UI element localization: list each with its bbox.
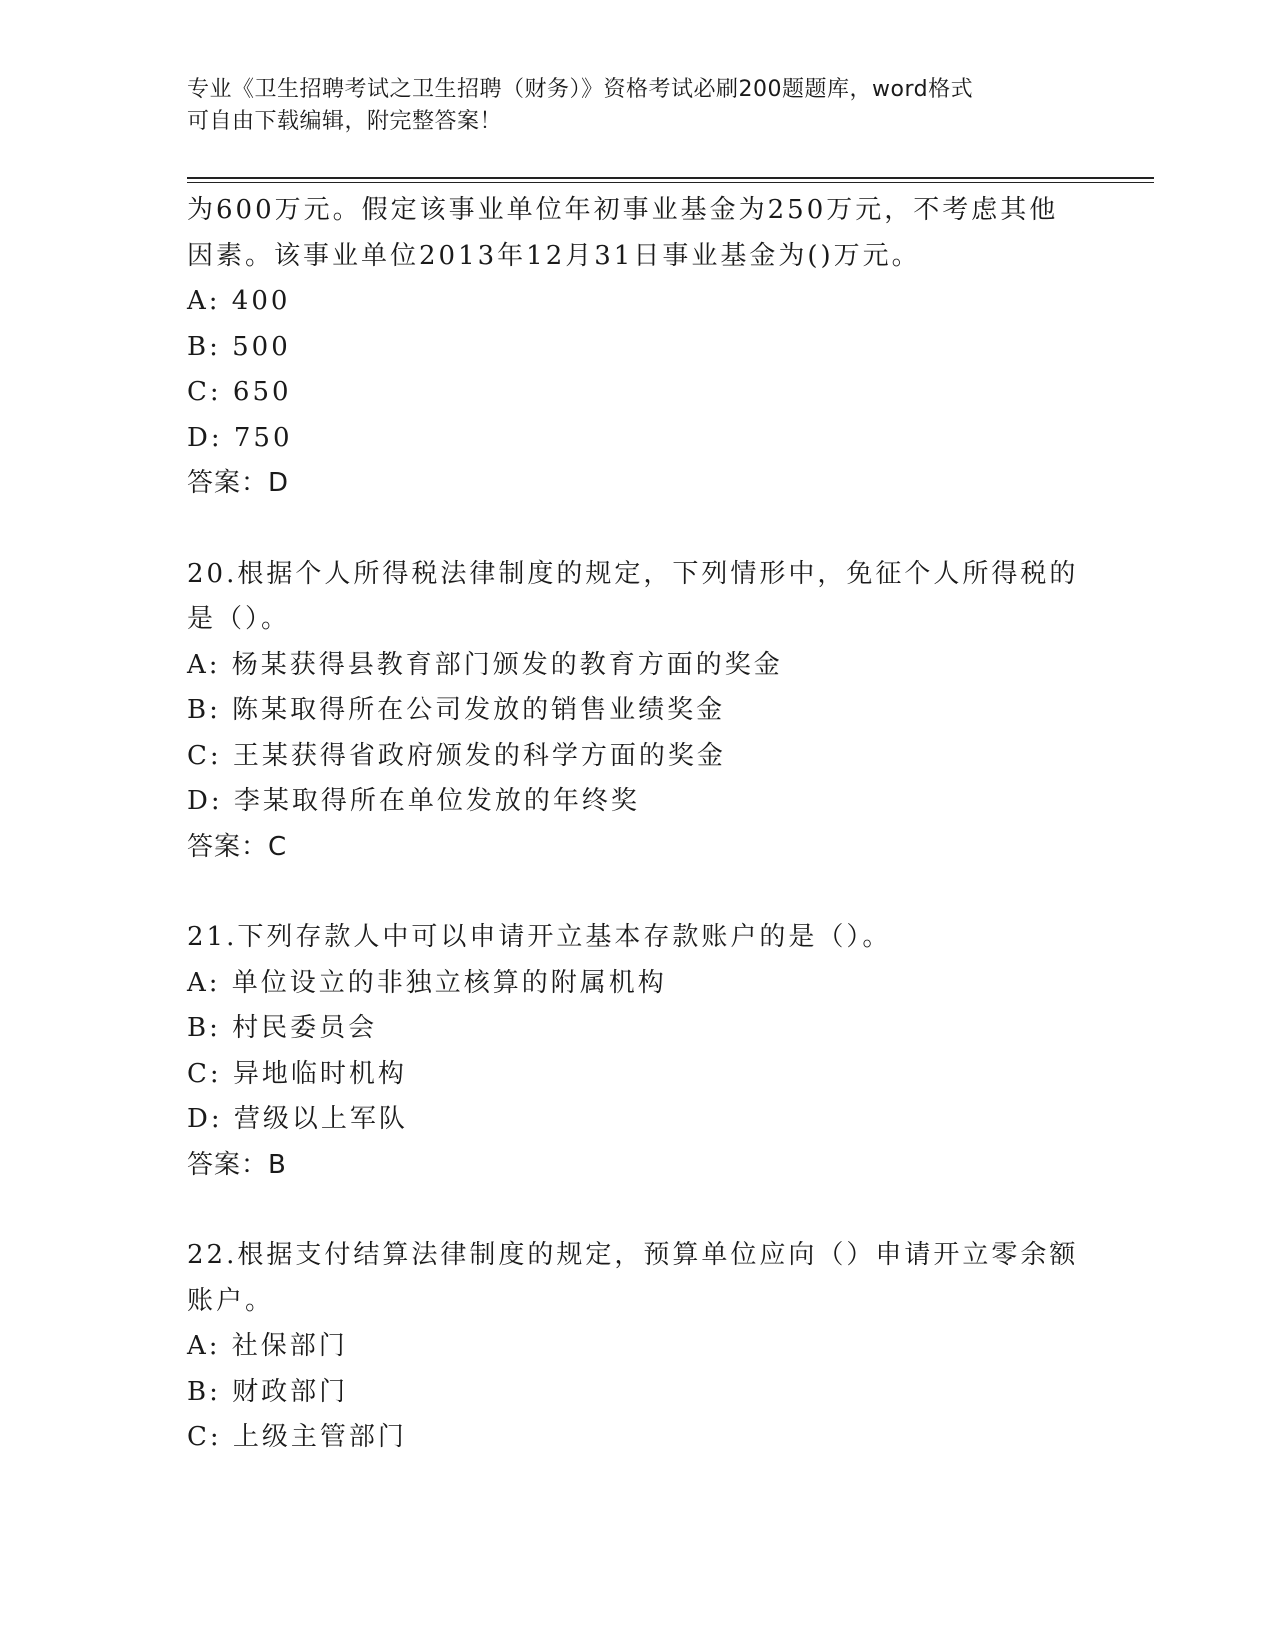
question-22 <box>187 1233 1087 1461</box>
option-c: C: 650 <box>187 377 292 407</box>
option-b: B: 500 <box>187 331 291 362</box>
question-stem-line: 20.根据个人所得税法律制度的规定，下列情形中，免征个人所得税的 <box>187 558 1079 589</box>
option-b: B: 财政部门 <box>187 1376 349 1407</box>
option-a: A: 杨某获得县教育部门颁发的教育方面的奖金 <box>187 649 783 680</box>
option-c: C: 上级主管部门 <box>187 1422 407 1452</box>
question-stem-line: 因素。该事业单位2013年12月31日事业基金为()万元。 <box>187 240 921 271</box>
question-spacer <box>187 870 1087 915</box>
header-title-line-2: 可自由下载编辑，附完整答案！ <box>187 109 503 134</box>
question-stem-line: 21.下列存款人中可以申请开立基本存款账户的是（）。 <box>187 922 892 952</box>
option-c: C: 王某获得省政府颁发的科学方面的奖金 <box>187 740 726 771</box>
question-stem-line: 是（）。 <box>187 604 291 634</box>
question-list <box>187 188 1087 1461</box>
answer-line: 答案：D <box>187 468 290 498</box>
question-19 <box>187 188 1087 507</box>
option-d: D: 营级以上军队 <box>187 1104 408 1134</box>
question-20 <box>187 552 1087 871</box>
question-stem-line: 为600万元。假定该事业单位年初事业基金为250万元，不考虑其他 <box>187 195 1059 225</box>
question-spacer <box>187 1188 1087 1233</box>
header-divider-thick <box>187 177 1154 179</box>
option-a: A: 400 <box>187 286 291 316</box>
question-stem-line: 账户。 <box>187 1285 275 1316</box>
option-b: B: 陈某取得所在公司发放的销售业绩奖金 <box>187 695 726 725</box>
question-21 <box>187 915 1087 1188</box>
option-a: A: 单位设立的非独立核算的附属机构 <box>187 967 667 998</box>
option-d: D: 750 <box>187 422 293 453</box>
document-header <box>187 74 1067 138</box>
header-title-line-1: 专业《卫生招聘考试之卫生招聘（财务）》资格考试必刷200题题库，word格式 <box>187 77 974 102</box>
answer-line: 答案：B <box>187 1149 287 1180</box>
option-d: D: 李某取得所在单位发放的年终奖 <box>187 786 640 816</box>
answer-line: 答案：C <box>187 831 288 862</box>
option-a: A: 社保部门 <box>187 1331 348 1361</box>
question-stem-line: 22.根据支付结算法律制度的规定，预算单位应向（）申请开立零余额 <box>187 1240 1079 1270</box>
option-b: B: 村民委员会 <box>187 1013 378 1043</box>
header-divider-thin <box>187 182 1154 183</box>
question-spacer <box>187 507 1087 552</box>
option-c: C: 异地临时机构 <box>187 1058 407 1089</box>
